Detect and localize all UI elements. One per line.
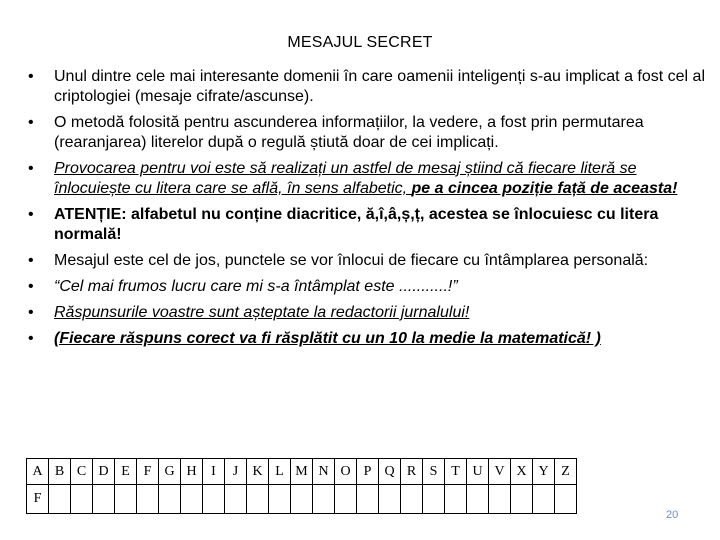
cipher-table (26, 458, 577, 514)
alphabet-cell: G (159, 459, 181, 485)
bullet-dot: • (28, 68, 34, 85)
alphabet-cell: H (181, 459, 203, 485)
page-title: MESAJUL SECRET (287, 34, 433, 51)
cipher-cell[interactable] (137, 485, 159, 514)
alphabet-cell: Y (533, 459, 555, 485)
cipher-cell[interactable] (533, 485, 555, 514)
alphabet-cell: F (137, 459, 159, 485)
alphabet-cell: P (357, 459, 379, 485)
bullet-item (28, 67, 708, 107)
alphabet-cell: A (27, 459, 49, 485)
bullet-text-warning: ATENȚIE: alfabetul nu conține diacritice, ă,î,â,ș,ț, acestea se înlocuiesc cu litera normală! (54, 206, 659, 243)
alphabet-cell: E (115, 459, 137, 485)
alphabet-cell: B (49, 459, 71, 485)
bullet-text-challenge-emphasis: pe a cincea poziție față de aceasta! (411, 180, 678, 197)
cipher-cell[interactable] (379, 485, 401, 514)
cipher-cell[interactable] (49, 485, 71, 514)
bullet-item (28, 277, 708, 297)
cipher-cell[interactable] (357, 485, 379, 514)
bullet-list (28, 67, 708, 355)
cipher-cell[interactable] (269, 485, 291, 514)
cipher-cell[interactable] (467, 485, 489, 514)
bullet-item (28, 205, 708, 245)
alphabet-cell: T (445, 459, 467, 485)
alphabet-cell: Q (379, 459, 401, 485)
cipher-cell[interactable] (445, 485, 467, 514)
alphabet-cell: J (225, 459, 247, 485)
cipher-cell[interactable] (555, 485, 577, 514)
alphabet-row (27, 459, 577, 485)
cipher-cell[interactable] (511, 485, 533, 514)
cipher-cell[interactable] (247, 485, 269, 514)
alphabet-cell: D (93, 459, 115, 485)
bullet-text-message: “Cel mai frumos lucru care mi s-a întâmplat este ...........!” (54, 278, 458, 295)
alphabet-cell: C (71, 459, 93, 485)
bullet-item (28, 113, 708, 153)
alphabet-cell: O (335, 459, 357, 485)
cipher-cell[interactable]: F (27, 485, 49, 514)
bullet-dot: • (28, 304, 34, 321)
cipher-cell[interactable] (181, 485, 203, 514)
bullet-text-reward: (Fiecare răspuns corect va fi răsplătit cu un 10 la medie la matematică! ) (54, 330, 601, 347)
bullet-item (28, 159, 708, 199)
bullet-text: O metodă folosită pentru ascunderea informațiilor, la vedere, a fost prin permutarea (rearanjarea) literelor după o regulă știută doar de cei implicați. (54, 114, 644, 151)
cipher-row (27, 485, 577, 514)
bullet-dot: • (28, 206, 34, 223)
bullet-item (28, 329, 708, 349)
bullet-dot: • (28, 330, 34, 347)
alphabet-cell: K (247, 459, 269, 485)
alphabet-cell: M (291, 459, 313, 485)
cipher-cell[interactable] (489, 485, 511, 514)
cipher-cell[interactable] (423, 485, 445, 514)
alphabet-cell: I (203, 459, 225, 485)
bullet-item (28, 303, 708, 323)
bullet-dot: • (28, 252, 34, 269)
page-number: 20 (666, 509, 679, 521)
cipher-cell[interactable] (225, 485, 247, 514)
alphabet-cell: X (511, 459, 533, 485)
alphabet-cell: U (467, 459, 489, 485)
bullet-item (28, 251, 708, 271)
cipher-cell[interactable] (159, 485, 181, 514)
cipher-cell[interactable] (313, 485, 335, 514)
bullet-dot: • (28, 114, 34, 131)
bullet-dot: • (28, 278, 34, 295)
cipher-cell[interactable] (203, 485, 225, 514)
cipher-cell[interactable] (71, 485, 93, 514)
bullet-dot: • (28, 160, 34, 177)
bullet-text: Unul dintre cele mai interesante domenii în care oamenii inteligenți s-au implicat a fost cel al criptologiei (mesaje cifrate/ascunse). (54, 68, 705, 105)
cipher-cell[interactable] (401, 485, 423, 514)
bullet-text-challenge: Provocarea pentru voi este să realizați un astfel de mesaj știind că fiecare literă se înlocuiește cu litera care se află, în sens alfabetic, (54, 160, 637, 197)
cipher-cell[interactable] (291, 485, 313, 514)
alphabet-cell: R (401, 459, 423, 485)
alphabet-cell: L (269, 459, 291, 485)
alphabet-cell: Z (555, 459, 577, 485)
cipher-cell[interactable] (93, 485, 115, 514)
bullet-text-answers: Răspunsurile voastre sunt așteptate la redactorii jurnalului! (54, 304, 470, 321)
alphabet-cell: N (313, 459, 335, 485)
alphabet-cell: V (489, 459, 511, 485)
alphabet-cell: S (423, 459, 445, 485)
cipher-cell[interactable] (335, 485, 357, 514)
bullet-text: Mesajul este cel de jos, punctele se vor înlocui de fiecare cu întâmplarea personală: (54, 252, 649, 269)
cipher-cell[interactable] (115, 485, 137, 514)
